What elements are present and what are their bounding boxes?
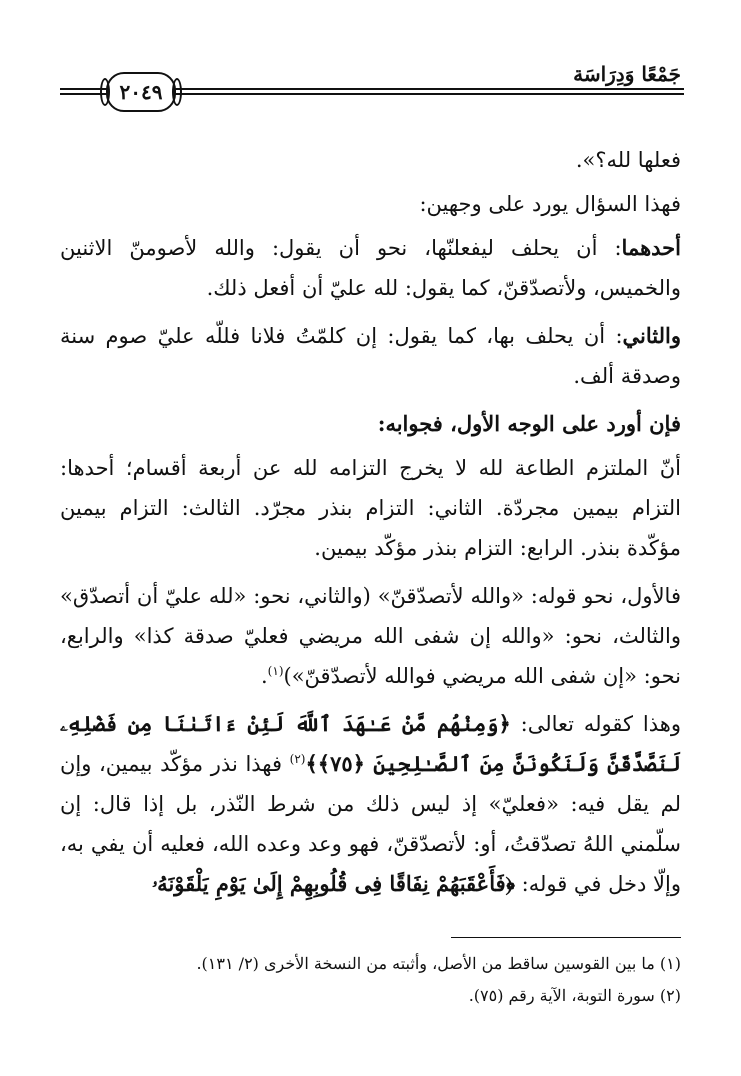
paragraph-text: : أن يحلف بها، كما يقول: إن كلمّتُ فلانا فللّه عليّ صوم سنة وصدقة ألف. — [60, 324, 681, 388]
footnote-text: سورة التوبة، الآية رقم (٧٥). — [468, 986, 655, 1005]
paragraph-text: : أن يحلف ليفعلنّها، نحو أن يقول: والله لأصومنّ الاثنين والخميس، ولأتصدّقنّ، كما يقول: لله عليّ أن أفعل ذلك. — [60, 236, 681, 300]
main-text — [60, 140, 681, 912]
paragraph — [60, 448, 681, 568]
quran-verse: ﴿وَمِنْهُم مَّنْ عَـٰهَدَ ٱللَّهَ لَئِنْ ءَاتَىٰنَا مِن فَضْلِهِۦ لَنَصَّدَّقَنَّ وَلَنَكُونَنَّ مِنَ ٱلصَّـٰلِحِينَ ﴿٧٥﴾﴾ — [60, 711, 681, 776]
paragraph-text: وهذا كقوله تعالى: — [510, 712, 681, 736]
footnote-ref[interactable]: (١) — [267, 664, 284, 678]
paragraph-text: فهذا نذر مؤكّد بيمين، وإن لم يقل فيه: «فعليّ» إذ ليس ذلك من شرط النّذر، بل إذا قال: إن سلّمني اللهُ تصدّقتُ، أو: لأتصدّقنّ، فهو وعد وعده الله، فعليه أن يفي به، وإلّا دخل في قوله: — [60, 752, 681, 896]
header-rule — [170, 88, 684, 90]
lead-text: فإن أورد على الوجه الأول، فجوابه: — [377, 411, 681, 436]
paragraph — [60, 228, 681, 308]
paragraph — [60, 576, 681, 696]
footnote-ref[interactable]: (٢) — [289, 752, 306, 766]
footnote-rule — [451, 937, 681, 938]
paragraph-text: فعلها لله؟». — [575, 148, 681, 172]
paragraph — [60, 704, 681, 904]
page-number: ٢٠٤٩ — [106, 72, 176, 112]
lead-text: أحدهما — [621, 235, 681, 260]
header-rule — [170, 93, 684, 95]
quran-verse: ﴿فَأَعْقَبَهُمْ نِفَاقًا فِى قُلُوبِهِمْ إِلَىٰ يَوْمِ يَلْقَوْنَهُۥ — [151, 871, 515, 896]
paragraph-text: فهذا السؤال يورد على وجهين: — [419, 192, 681, 216]
paragraph-text: أنّ الملتزم الطاعة لله لا يخرج التزامه لله عن أربعة أقسام؛ أحدها: التزام بيمين مجردّة. الثاني: التزام بنذر مجرّد. الثالث: التزام بيمين مؤكّدة بنذر. الرابع: التزام بنذر مؤكّد بيمين. — [60, 456, 681, 560]
footnote — [60, 980, 681, 1012]
footnote-number: (٢) — [659, 986, 681, 1005]
paragraph — [60, 404, 681, 444]
paragraph-text: . — [260, 664, 268, 688]
footnote — [60, 948, 681, 980]
paragraph — [60, 184, 681, 224]
footnote-text: ما بين القوسين ساقط من الأصل، وأثبته من النسخة الأخرى (٢/ ١٣١). — [196, 954, 655, 973]
lead-text: والثاني — [622, 323, 681, 348]
paragraph-text: فالأول، نحو قوله: «والله لأتصدّقنّ» (والثاني، نحو: «لله عليّ أن أتصدّق» والثالث، نحو: «والله إن شفى الله مريضي فعليّ صدقة كذا» والرابع، نحو: «إن شفى الله مريضي فوالله لأتصدّقنّ») — [60, 584, 681, 688]
paragraph — [60, 140, 681, 180]
footnotes — [60, 948, 681, 1012]
paragraph — [60, 316, 681, 396]
footnote-number: (١) — [659, 954, 681, 973]
running-title: جَمْعًا وَدِرَاسَة — [573, 62, 681, 86]
